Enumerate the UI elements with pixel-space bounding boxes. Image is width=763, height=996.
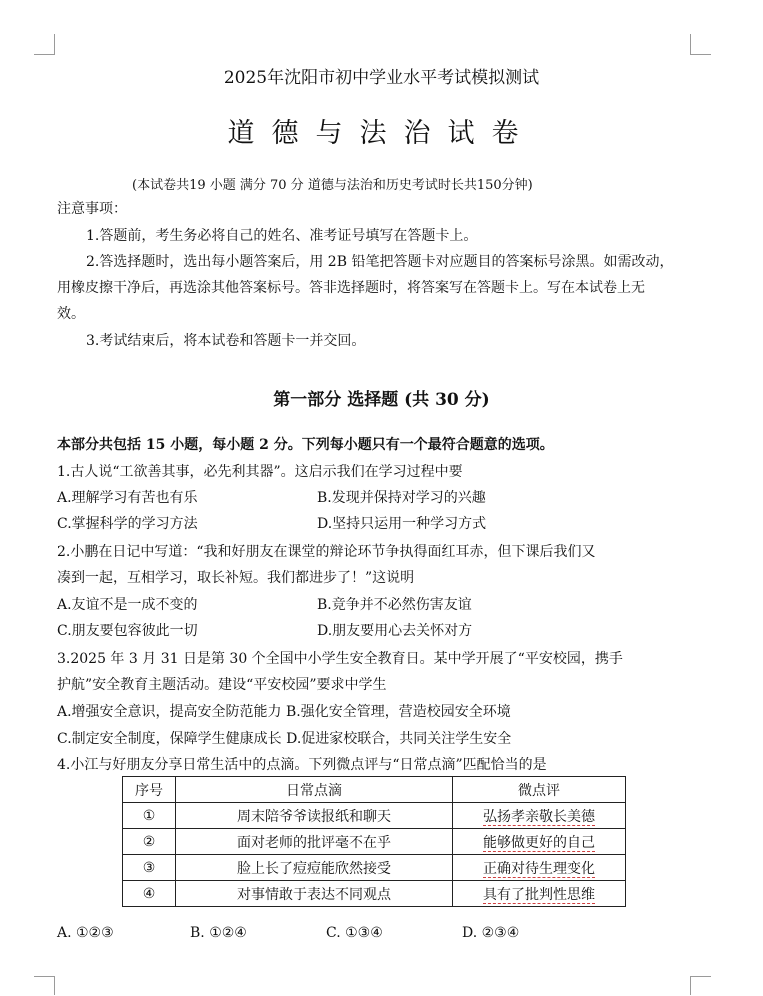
notice-item-1: 1.答题前，考生务必将自己的姓名、准考证号填写在答题卡上。 [86,228,478,244]
question-3-stem-line-1: 3.2025 年 3 月 31 日是第 30 个全国中小学生安全教育日。某中学开展了“平安校园，携手 [57,651,623,667]
table-cell-comment [453,829,626,855]
notice-item-2-line-1: 2.答选择题时，选出每小题答案后，用 2B 铅笔把答题卡对应题目的答案标号涂黑。如需改动， [86,254,674,270]
comment-text: 弘扬孝亲敬长美德 [483,808,595,825]
question-3-options-ab: A.增强安全意识，提高安全防范能力 B.强化安全管理，营造校园安全环境 [57,704,511,720]
question-3-stem-line-2: 护航”安全教育主题活动。建设“平安校园”要求中学生 [57,677,387,693]
table-header-cell: 日常点滴 [176,777,453,803]
question-4-option-a: A. ①②③ [57,925,114,941]
comment-text: 正确对待生理变化 [483,860,595,877]
table-cell-event: 脸上长了痘痘能欣然接受 [176,855,453,881]
question-4-option-d: D. ②③④ [462,925,520,941]
table-header-cell: 序号 [123,777,176,803]
table-row [123,803,626,829]
notice-item-2-line-2: 用橡皮擦干净后，再选涂其他答案标号。答非选择题时，将答案写在答题卡上。写在本试卷上无 [57,280,645,296]
comment-text: 能够做更好的自己 [483,834,595,851]
table-cell-event: 周末陪爷爷读报纸和聊天 [176,803,453,829]
question-2-stem-line-1: 2.小鹏在日记中写道：“我和好朋友在课堂的辩论环节争执得面红耳赤，但下课后我们又 [57,544,596,560]
exam-meta: (本试卷共19 小题 满分 70 分 道德与法治和历史考试时长共150分钟) [132,178,533,193]
question-2-option-c: C.朋友要包容彼此一切 [57,623,198,639]
question-1-option-b: B.发现并保持对学习的兴趣 [317,490,486,506]
table-row [123,855,626,881]
section-title: 第一部分 选择题 (共 30 分) [273,390,490,410]
section-instruction: 本部分共包括 15 小题，每小题 2 分。下列每小题只有一个最符合题意的选项。 [57,437,554,453]
table-row [123,829,626,855]
table-cell-comment [453,855,626,881]
exam-title: 道德与法治试卷 [227,118,536,149]
question-2-option-d: D.朋友要用心去关怀对方 [317,623,473,639]
table-cell-event: 面对老师的批评毫不在乎 [176,829,453,855]
notice-item-3: 3.考试结束后，将本试卷和答题卡一并交回。 [86,333,366,349]
question-3-options-cd: C.制定安全制度，保障学生健康成长 D.促进家校联合，共同关注学生安全 [57,731,512,747]
question-4-stem: 4.小江与好朋友分享日常生活中的点滴。下列微点评与“日常点滴”匹配恰当的是 [57,757,547,773]
table-row [123,881,626,907]
corner-mark-bottom-left [34,976,55,995]
notice-item-2-line-3: 效。 [57,306,85,322]
question-2-stem-line-2: 凑到一起，互相学习，取长补短。我们都进步了！”这说明 [57,570,415,586]
table-cell-index: ④ [123,881,176,907]
table-cell-index: ③ [123,855,176,881]
corner-mark-top-right [690,34,711,55]
notice-heading: 注意事项： [57,201,127,217]
exam-subtitle: 2025年沈阳市初中学业水平考试模拟测试 [223,68,540,88]
question-2-option-b: B.竞争并不必然伤害友谊 [317,597,472,613]
table-header-row [123,777,626,803]
question-4-option-c: C. ①③④ [326,925,383,941]
table-cell-comment [453,881,626,907]
table-cell-index: ① [123,803,176,829]
question-1-option-a: A.理解学习有苦也有乐 [57,490,198,506]
table-cell-event: 对事情敢于表达不同观点 [176,881,453,907]
table-header-cell: 微点评 [453,777,626,803]
question-2-option-a: A.友谊不是一成不变的 [57,597,198,613]
table-cell-comment [453,803,626,829]
question-4-table [122,776,626,907]
question-1-stem: 1.古人说“工欲善其事，必先利其器”。这启示我们在学习过程中要 [57,464,463,480]
corner-mark-bottom-right [690,976,711,995]
comment-text: 具有了批判性思维 [483,886,595,903]
question-1-option-c: C.掌握科学的学习方法 [57,516,198,532]
question-4-option-b: B. ①②④ [190,925,247,941]
table-cell-index: ② [123,829,176,855]
question-1-option-d: D.坚持只运用一种学习方式 [317,516,487,532]
corner-mark-top-left [34,34,55,55]
